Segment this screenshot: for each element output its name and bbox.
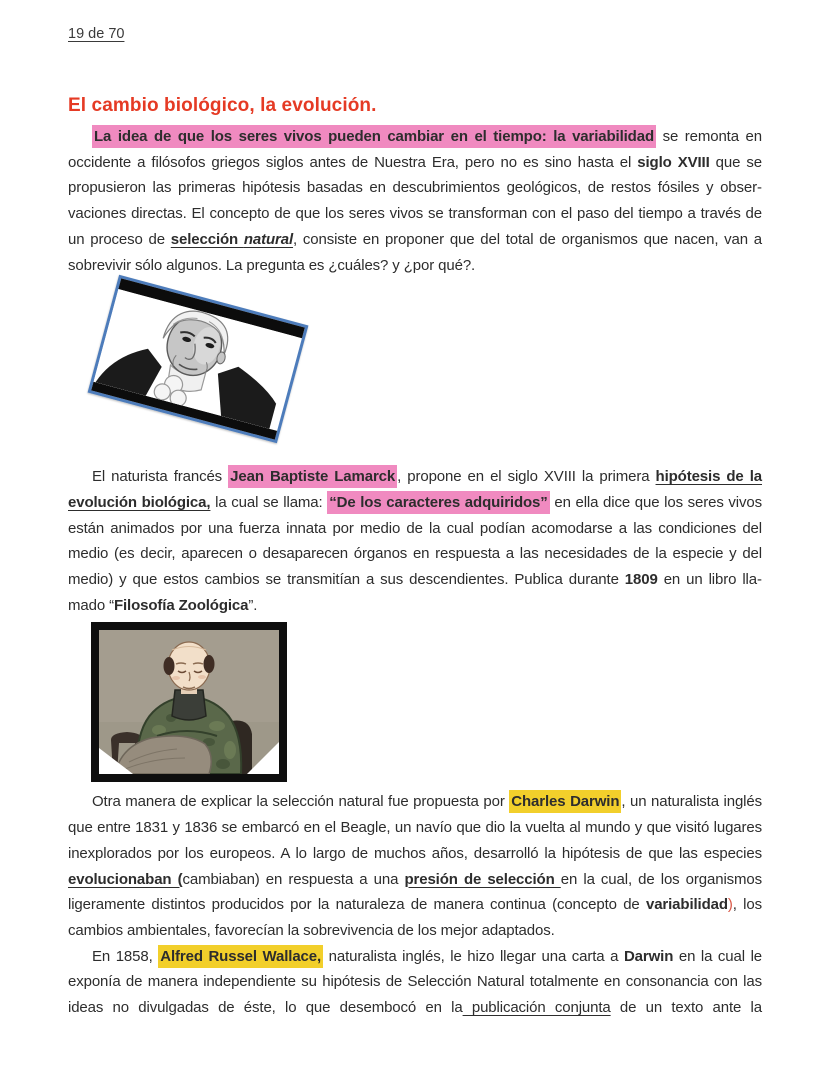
text-run: variabilidad [645,896,728,914]
text-run: “De los caracteres adquiridos” [327,491,549,514]
text-run: La idea de que los seres vivos pueden cambiar en el tiempo: la variabilidad [92,125,656,148]
text-run: siglo XVIII [637,153,710,171]
text-run: cambiaban) en respuesta a una [182,870,405,888]
paragraph-lamarck [68,464,762,618]
text-run: de un texto ante la [610,999,762,1017]
text-run: en la cual le exponía de manera independiente su hipótesis de Selección Natural totalmente en consonancia con las ideas no divulgadas de éste, lo que desembocó en la [68,947,763,1017]
page-indicator: 19 de 70 [68,26,125,42]
text-run: la cual se llama: [210,493,328,511]
text-run: , los cambios ambientales, favorecían la sobrevivencia de los mejor adaptados. [68,896,762,939]
text-run: naturalista inglés, le hizo llegar una carta a [323,947,624,965]
text-run: Otra manera de explicar la selección natural fue propuesta por [92,793,510,811]
text-run: Jean Baptiste Lamarck [228,465,397,488]
darwin-portrait-figure [68,618,762,789]
text-run: natural [243,230,294,248]
text-run: Filosofía Zoológica [113,596,249,614]
text-run: Charles Darwin [509,790,621,813]
text-run: que se propusieron las primeras hipótesis basadas en descubrimientos geológicos, de restos fósiles y observaciones directas. El concepto de que los seres vivos se transforman con el paso del tiempo a través de un proceso de [68,153,762,248]
photo-frame [91,622,287,782]
text-run: ) [727,896,733,914]
text-run: El naturista francés [92,468,229,486]
lamarck-portrait-figure [68,278,762,464]
photo-frame [88,275,309,444]
text-run: selección [170,230,244,248]
paragraph-variability [68,124,762,278]
text-run: , propone en el siglo XVIII la primera [397,468,656,486]
text-run: , un naturalista inglés que entre 1831 y 1836 se embarcó en el Beagle, un navío que dio la vuelta al mundo y que visitó lugares inexplorados por los europeos. A lo largo de muchos años, desarrolló la hipótesis de que las especies [68,793,763,862]
text-run: , consiste en proponer que del total de organismos que nacen, van a sobrevivir sólo algunos. La pregunta es ¿cuáles? y ¿por qué?. [68,230,762,274]
text-run: ”. [248,596,258,614]
text-run: publicación conjunta [462,999,611,1017]
text-run: presión de selección [404,870,561,888]
text-run: en la cual, de los organismos ligeramente distintos producidos por la naturaleza de manera continua (concepto de [68,870,763,914]
lamarck-portrait-image [94,289,297,429]
text-run: en un libro llamado “ [68,571,762,614]
paragraph-wallace [68,944,762,1021]
text-run: hipótesis de la evolución biológica, [68,468,762,511]
text-run: Darwin [623,947,674,965]
paragraph-darwin [68,789,762,943]
text-run: se remonta en occidente a filósofos griegos siglos antes de Nuestra Era, pero no es sino hasta el [68,128,762,171]
text-run: evolucionaban ( [68,870,183,888]
text-run: Alfred Russel Wallace, [158,945,323,968]
text-run: 1809 [624,571,658,589]
darwin-portrait-image [99,630,279,774]
section-heading: El cambio biológico, la evolución. [68,95,377,116]
text-run: en ella dice que los seres vivos están animados por una fuerza innata por medio de la cual podían acomodarse a las condiciones del medio (es decir, aparecen o desaparecen órganos en respuesta a las necesidades de la especie y del medio) y que estos cambios se transmitían a sus descendientes. Publica durante [68,493,762,589]
document-content [68,94,762,1021]
text-run: En 1858, [92,947,159,965]
